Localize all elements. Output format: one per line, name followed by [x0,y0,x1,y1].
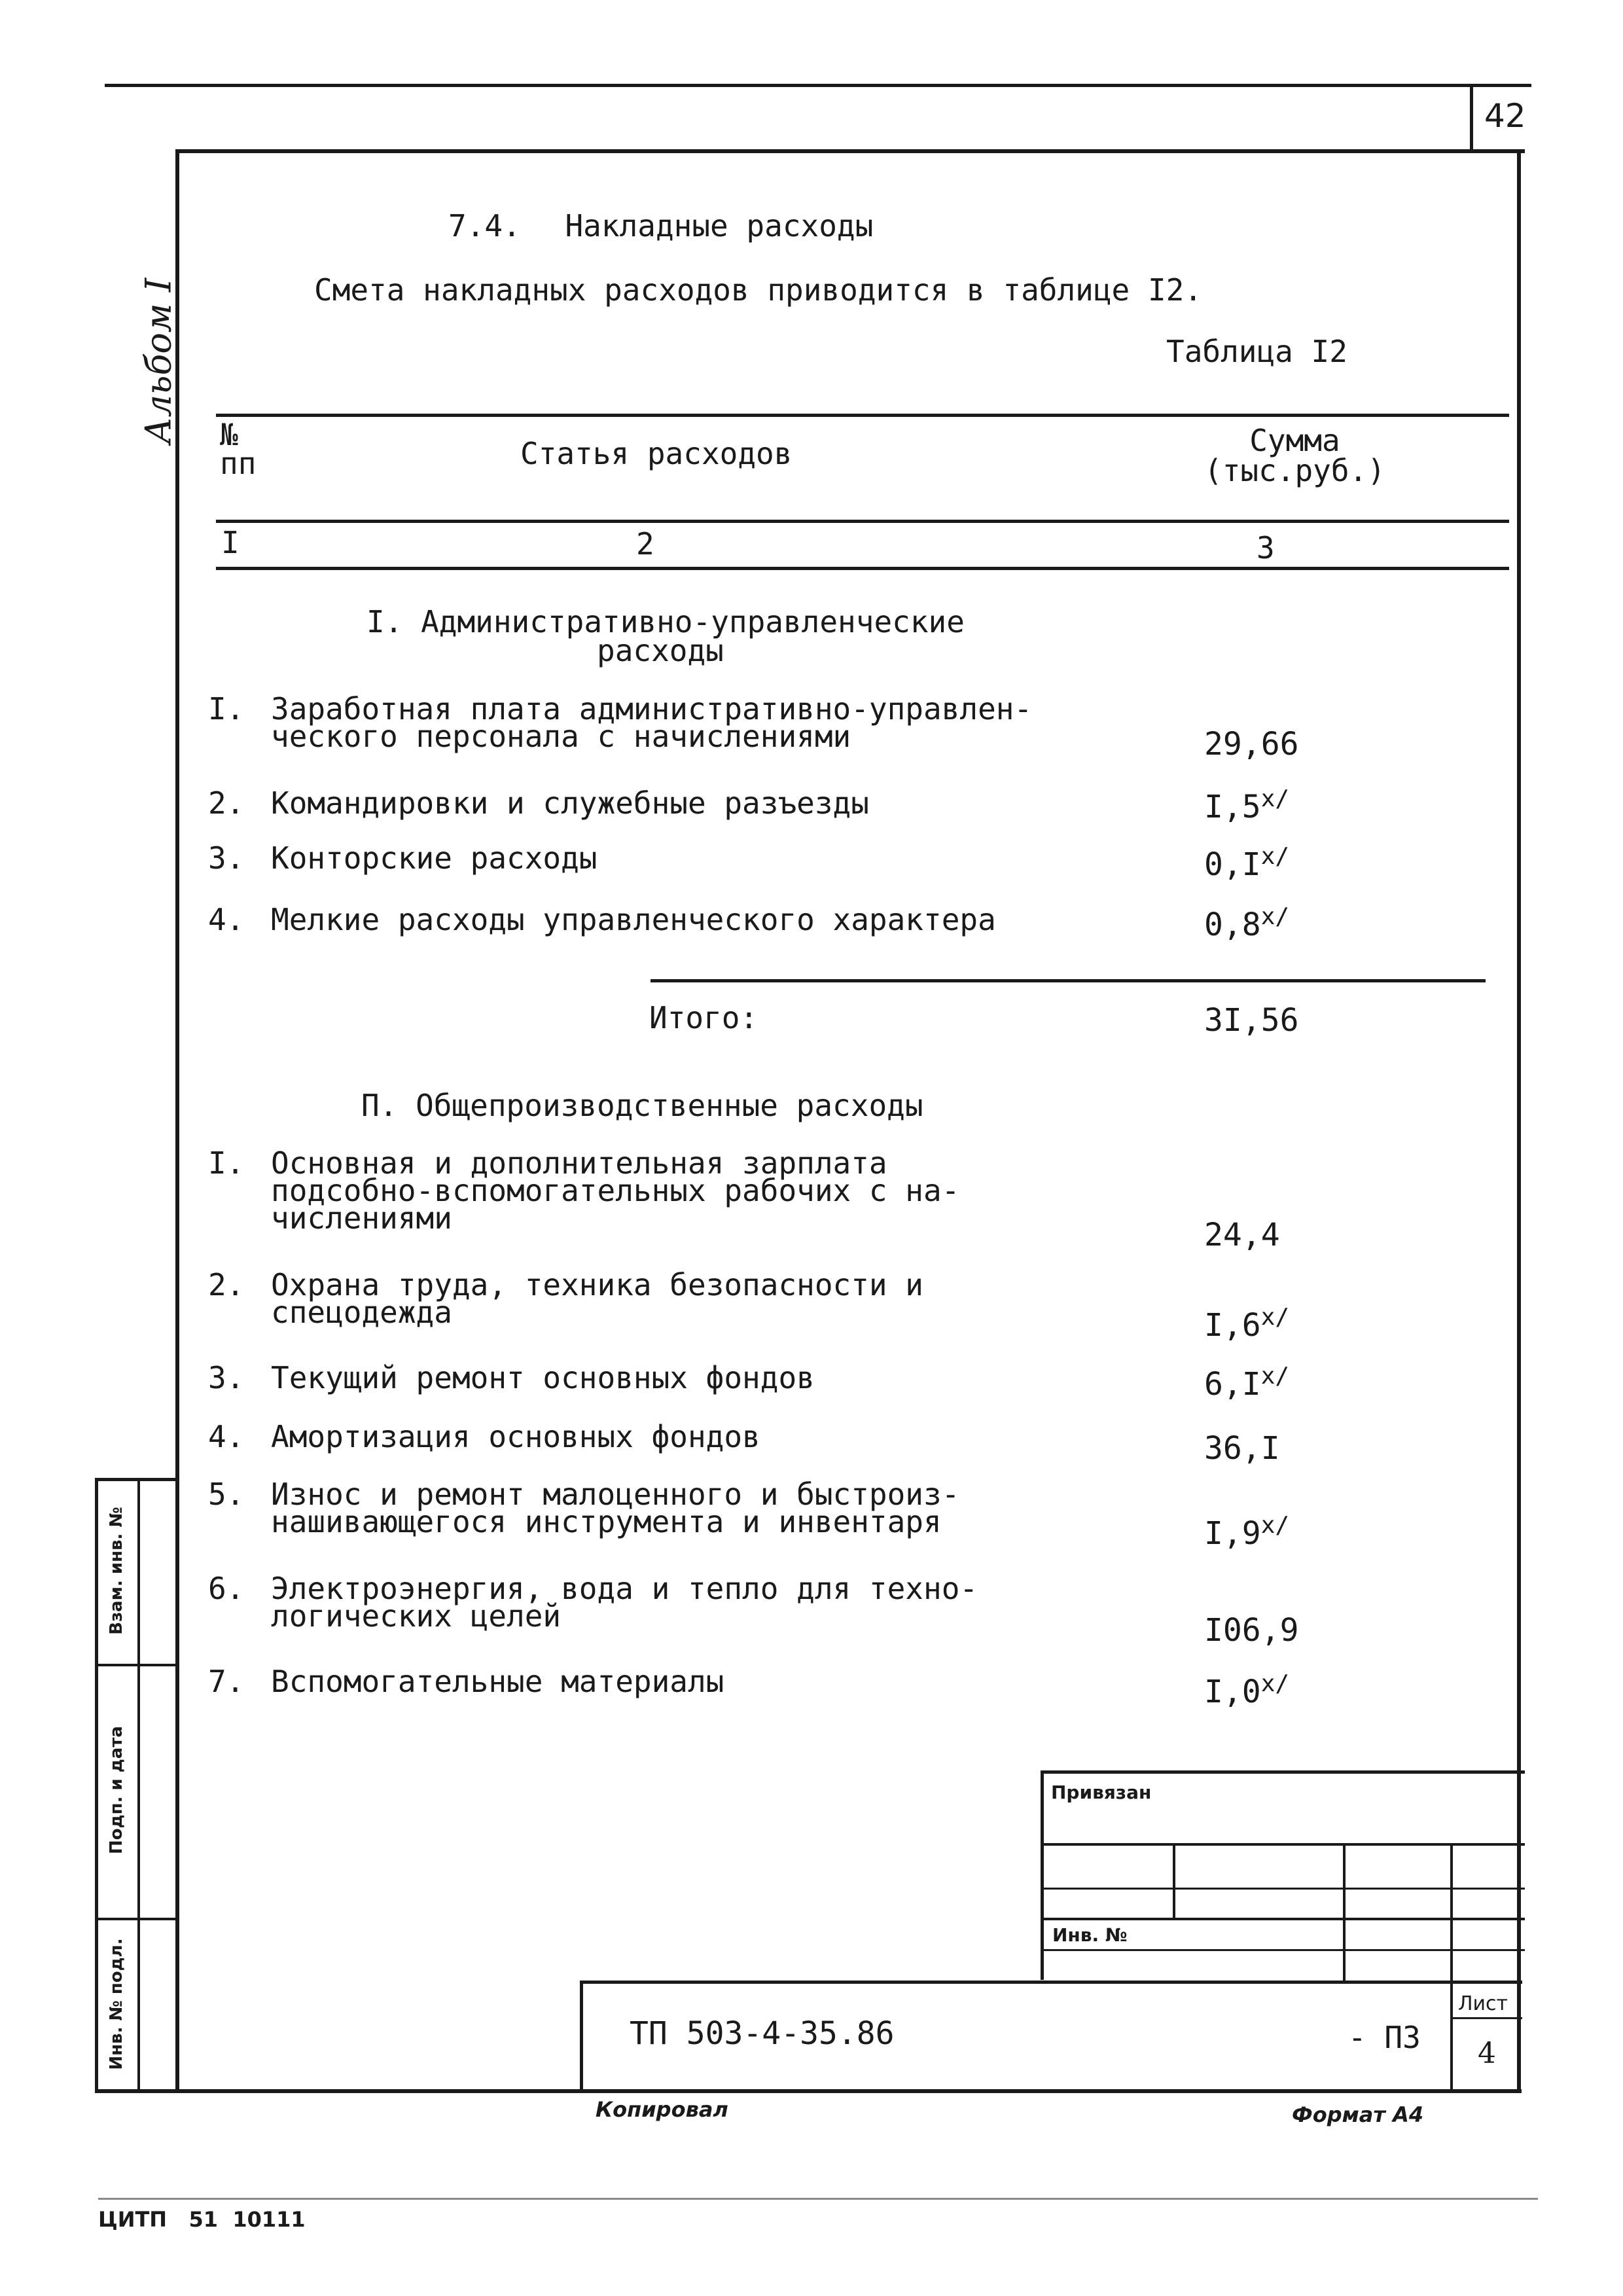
col-number-2: 2 [636,526,654,562]
side-strip-div-2 [95,1918,179,1920]
stamp-left [1041,1770,1044,1980]
header-no: № пп [220,417,257,481]
item-number: 5. [208,1477,245,1512]
frame-top [177,149,1525,153]
sheet-label-rule [1450,2017,1522,2019]
item-text-line: спецодежда [271,1295,452,1330]
item-text-line: Мелкие расходы управленческого характера [271,902,996,937]
col-numbers-bottom-rule [216,567,1509,570]
section1-total-label: Итого: [649,1000,758,1035]
page-number: 42 [1484,97,1526,135]
section1-title: I. Административно-управленческие расходы [366,604,965,668]
section1-total-value: 3I,56 [1204,1002,1299,1039]
frame-right [1517,149,1521,2093]
stamp-inv-no: Инв. № [1052,1924,1128,1946]
item-number: 4. [208,1419,245,1454]
item-text-line: нашивающегося инструмента и инвентаря [271,1504,942,1539]
item-text-line: Охрана труда, техника безопасности и [271,1267,923,1302]
item-text-line: Вспомогательные материалы [271,1664,724,1699]
header-sum: Сумма (тыс.руб.) [1204,423,1385,488]
item-text-line: числениями [271,1200,452,1236]
section-heading [448,209,873,242]
side-strip-mid [137,1478,140,2093]
section2-item-2-value: $I,6^{х/}$ [1204,1304,1290,1344]
section-title: Накладные расходы [565,208,874,243]
section1-item-4-value: $0,8^{х/}$ [1204,903,1290,943]
intro-text: Смета накладных расходов приводится в таблице I2. [314,272,1203,308]
section1-item-1-value: 29,66 [1204,726,1299,762]
stamp-col-1 [1173,1843,1175,1920]
footer-copied: Копировал [596,2097,728,2122]
top-rule [105,84,1531,87]
item-number: 2. [208,1267,245,1302]
sheet-number: 4 [1478,2037,1496,2070]
stamp-privyazan: Привязан [1051,1782,1152,1803]
item-text-line: подсобно-вспомогательных рабочих с на- [271,1173,960,1208]
item-text-line: логических целей [271,1598,562,1634]
stamp-col-3 [1450,1843,1453,2092]
item-text-line: Износ и ремонт малоценного и быстроиз- [271,1477,960,1512]
stamp-col-2 [1343,1843,1346,1982]
section2-item-1-value: 24,4 [1204,1217,1280,1253]
section2-item-4-value: 36,I [1204,1430,1280,1467]
item-number: 3. [208,840,245,876]
header-bottom-rule [216,520,1509,523]
item-text-line: Амортизация основных фондов [271,1419,760,1454]
section1-item-3-value: $0,I^{х/}$ [1204,843,1290,883]
section2-item-3-value: $6,I^{х/}$ [1204,1363,1290,1403]
section2-item-6-value: I06,9 [1204,1612,1299,1649]
side-label-replace-inv: Взам. инв. № [107,1507,126,1635]
item-text-line: ческого персонала с начислениями [271,719,851,754]
doc-code: ТП 503-4-35.86 [630,2015,895,2052]
total-rule [651,979,1486,982]
item-text-line: Текущий ремонт основных фондов [271,1360,815,1395]
section-number: 7.4. [448,208,521,243]
item-number: I. [208,691,245,726]
frame-bottom [95,2089,1522,2093]
side-strip-left [95,1478,98,2093]
item-number: 2. [208,785,245,821]
table-caption: Таблица I2 [1166,334,1347,369]
item-number: 7. [208,1664,245,1699]
footer-format: Формат А4 [1292,2102,1424,2127]
item-text-line: Электроэнергия, вода и тепло для техно- [271,1571,978,1606]
item-number: 3. [208,1360,245,1395]
section2-title: П. Общепроизводственные расходы [361,1088,923,1123]
col-number-3: 3 [1257,530,1275,565]
side-strip-div-1 [95,1664,179,1666]
item-text-line: Конторские расходы [271,840,597,876]
album-label: Альбом I [137,278,179,444]
item-text-line: Командировки и служебные разъезды [271,785,869,821]
item-number: I. [208,1145,245,1181]
item-number: 6. [208,1571,245,1606]
code-block-top [580,1981,1522,1984]
doc-suffix: - ПЗ [1348,2020,1421,2055]
footer-rule [98,2198,1538,2200]
item-number: 4. [208,902,245,937]
item-text-line: Основная и дополнительная зарплата [271,1145,887,1181]
item-text-line: Заработная плата административно-управлен- [271,691,1033,726]
section2-item-7-value: $I,0^{х/}$ [1204,1670,1290,1710]
col-number-1: I [221,525,240,560]
footer-print-code: ЦИТП 51 10111 [98,2207,306,2232]
section2-item-5-value: $I,9^{х/}$ [1204,1512,1290,1552]
code-block-left [580,1981,583,2092]
stamp-top [1041,1770,1525,1774]
table-top-rule [216,414,1509,417]
side-label-sign-date: Подп. и дата [107,1726,126,1854]
sheet-label: Лист [1458,1992,1508,2015]
section1-item-2-value: $I,5^{х/}$ [1204,785,1290,825]
side-label-inv-orig: Инв. № подл. [107,1938,126,2070]
page-number-box-left [1470,84,1473,152]
header-item: Статья расходов [520,436,793,471]
side-strip-top [95,1478,179,1481]
